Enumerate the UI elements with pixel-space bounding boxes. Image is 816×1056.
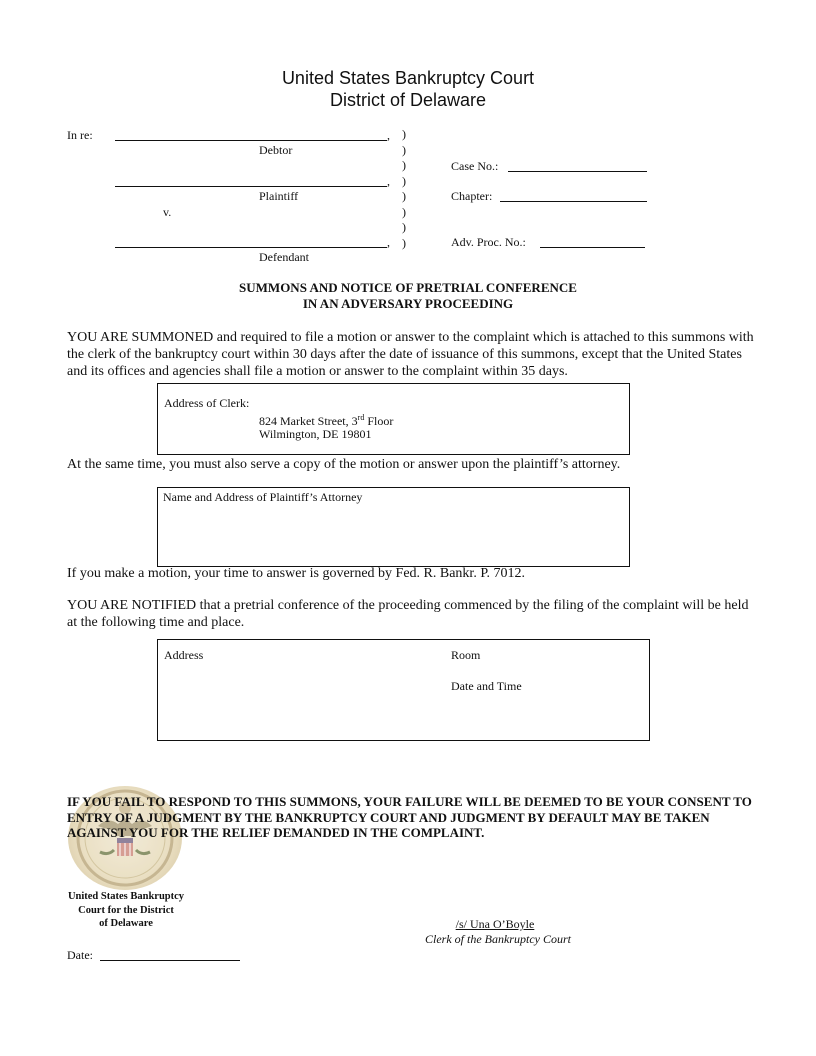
paren: )	[402, 127, 406, 141]
conference-date-time-label: Date and Time	[451, 679, 522, 693]
in-re-label: In re:	[67, 128, 93, 142]
seal-caption-line: United States Bankruptcy	[67, 891, 185, 902]
conference-address-label: Address	[164, 648, 204, 662]
notified-paragraph: YOU ARE NOTIFIED that a pretrial conference of the proceeding commenced by the filing of the complaint will be held at the following time and place.	[67, 598, 749, 630]
seal-caption-line: of Delaware	[99, 918, 153, 929]
conference-details-box[interactable]	[157, 639, 650, 741]
clerk-street	[259, 411, 393, 428]
clerk-street-suffix: Floor	[364, 414, 394, 428]
plaintiff-label: Plaintiff	[259, 189, 299, 203]
clerk-title: Clerk of the Bankruptcy Court	[425, 932, 571, 946]
clerk-signature	[425, 917, 565, 931]
signature-text: /s/ Una O’Boyle	[455, 917, 535, 931]
court-title: United States Bankruptcy Court	[281, 68, 535, 88]
clerk-street-ordinal: rd	[357, 413, 365, 422]
clerk-address-label: Address of Clerk:	[164, 396, 250, 410]
chapter-label: Chapter:	[451, 189, 493, 203]
date-field[interactable]	[100, 960, 240, 961]
summons-heading: SUMMONS AND NOTICE OF PRETRIAL CONFERENCE	[239, 280, 577, 295]
defendant-name-line[interactable]	[115, 247, 387, 248]
clerk-address-box	[157, 383, 630, 455]
case-no-field[interactable]	[508, 171, 647, 172]
motion-paragraph: If you make a motion, your time to answer is governed by Fed. R. Bankr. P. 7012.	[67, 566, 526, 581]
attorney-box-label: Name and Address of Plaintiff’s Attorney	[163, 490, 363, 504]
clerk-city: Wilmington, DE 19801	[259, 427, 372, 441]
defendant-label: Defendant	[259, 250, 309, 264]
paren: )	[402, 158, 406, 172]
adv-proc-label: Adv. Proc. No.:	[451, 235, 526, 249]
case-no-label: Case No.:	[451, 159, 499, 173]
seal-caption-line: Court for the District	[78, 904, 174, 916]
summons-subheading: IN AN ADVERSARY PROCEEDING	[302, 296, 514, 311]
comma: ,	[387, 235, 390, 249]
default-warning: IF YOU FAIL TO RESPOND TO THIS SUMMONS, YOUR FAILURE WILL BE DEEMED TO BE YOUR CONSENT TO ENTRY OF A JUDGMENT BY THE BANKRUPTCY COURT AND JUDGMENT BY DEFAULT MAY BE TAKEN AGAINST YOU FOR THE RELIEF DEMANDED IN THE COMPLAINT.	[67, 794, 752, 840]
chapter-field[interactable]	[500, 201, 647, 202]
adv-proc-field[interactable]	[540, 247, 645, 248]
paren: )	[402, 220, 406, 234]
date-label: Date:	[67, 948, 93, 962]
clerk-street-prefix: 824 Market Street, 3	[259, 414, 358, 428]
paren: )	[402, 204, 406, 219]
debtor-name-line[interactable]	[115, 140, 387, 141]
versus-label: v.	[163, 205, 172, 219]
conference-room-label: Room	[451, 648, 481, 662]
comma: ,	[387, 128, 390, 142]
paren-column	[402, 127, 406, 251]
seal-caption	[62, 890, 190, 931]
comma: ,	[387, 174, 390, 188]
court-district: District of Delaware	[329, 90, 487, 110]
plaintiff-name-line[interactable]	[115, 186, 387, 187]
attorney-address-box[interactable]	[157, 487, 630, 567]
debtor-label: Debtor	[259, 143, 293, 157]
serve-paragraph: At the same time, you must also serve a copy of the motion or answer upon the plaintiff’s attorney.	[67, 457, 621, 472]
paren: )	[402, 235, 406, 250]
summoned-paragraph: YOU ARE SUMMONED and required to file a motion or answer to the complaint which is attached to this summons with the clerk of the bankruptcy court within 30 days after the date of issuance of this summons, except that the United States and its offices and agencies shall file a motion or answer to the complaint within 35 days.	[67, 330, 754, 379]
paren: )	[402, 142, 406, 157]
paren: )	[402, 189, 406, 203]
paren: )	[402, 173, 406, 188]
